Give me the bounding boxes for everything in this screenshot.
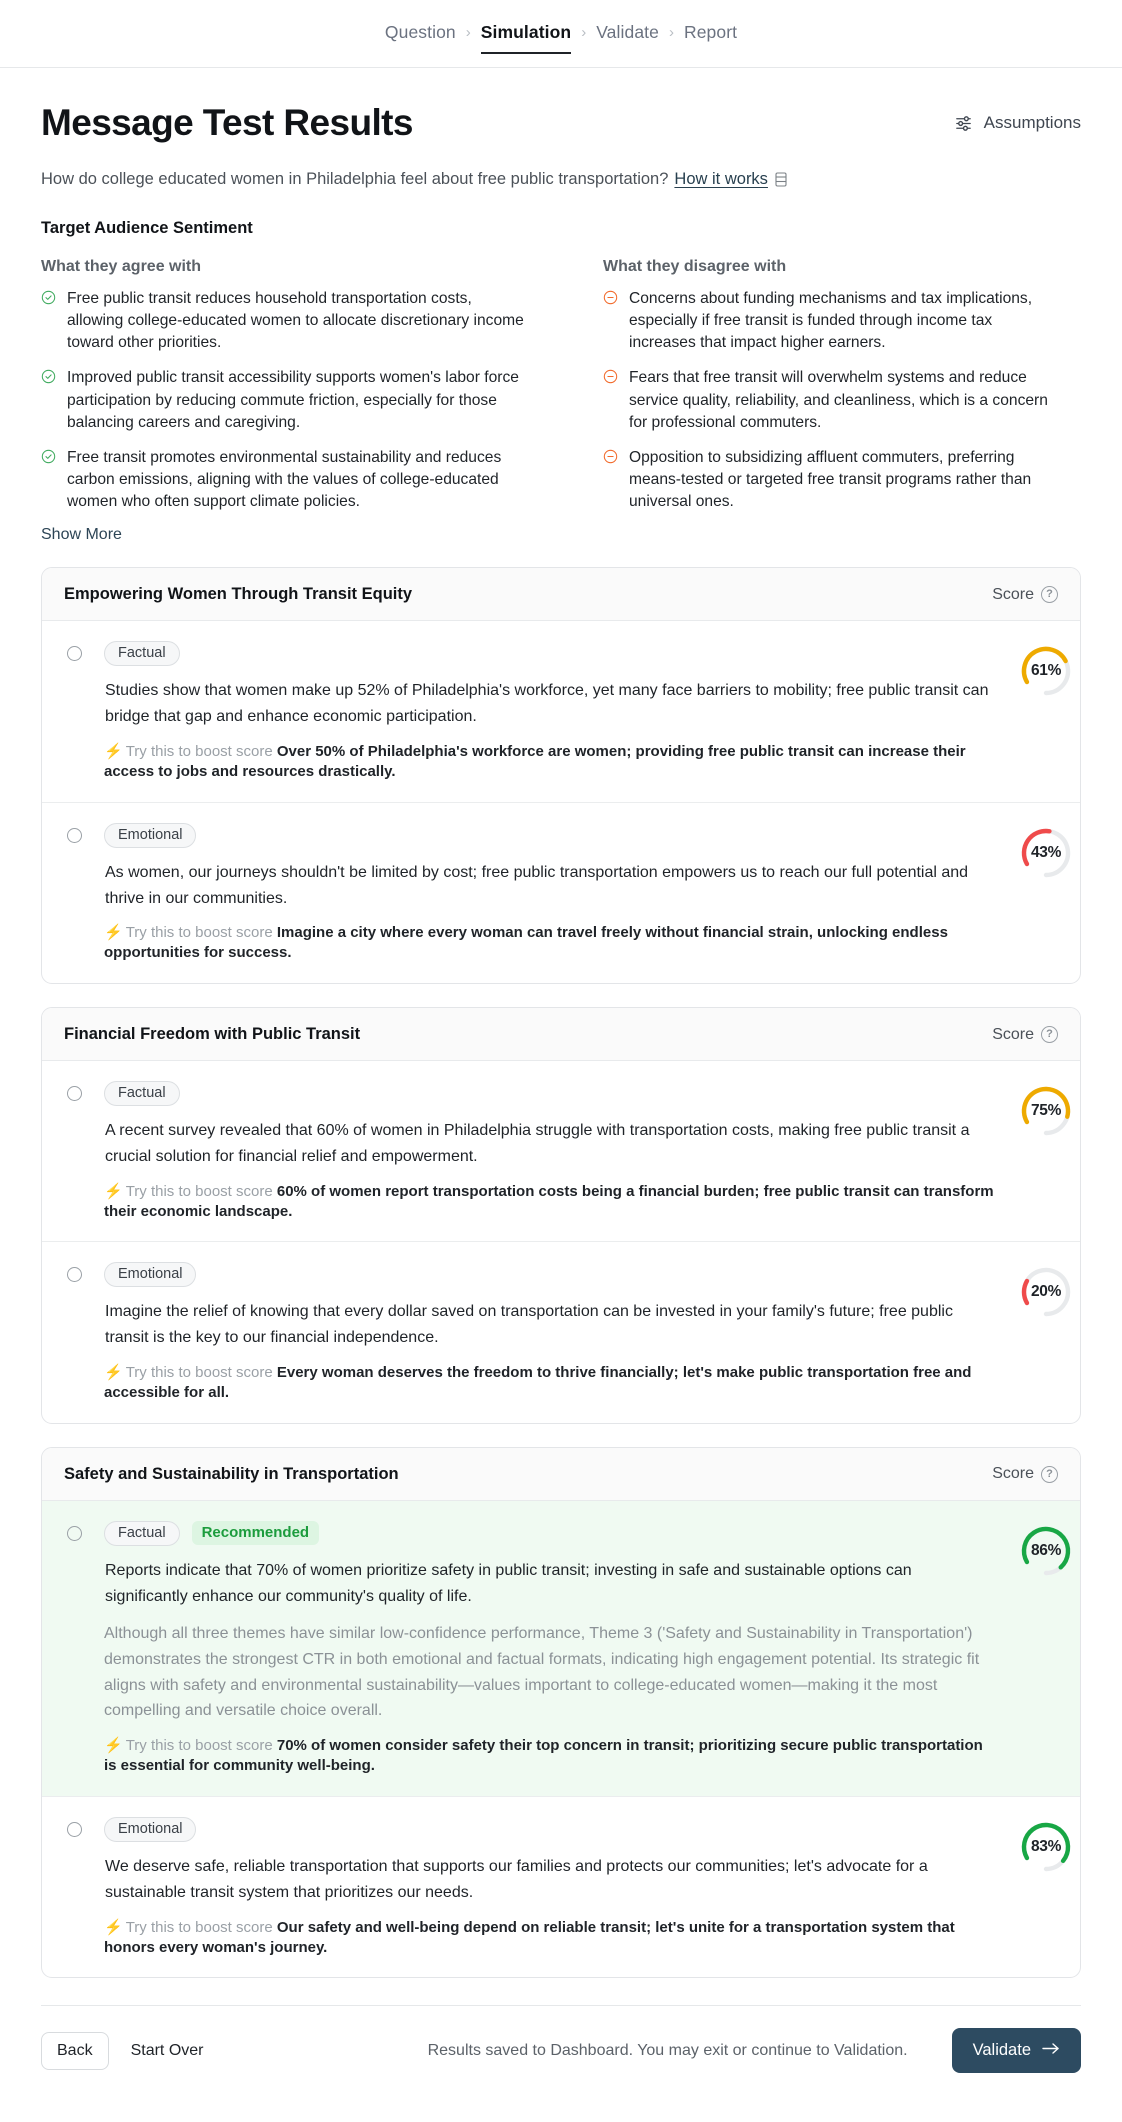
agree-item	[41, 367, 525, 433]
boost-label: Try this to boost score	[125, 1182, 273, 1200]
boost-text: 60% of women report transportation costs being a financial burden; free public transit can transform their economic landscape.	[104, 1182, 994, 1220]
message-text: Imagine the relief of knowing that every dollar saved on transportation can be invested in your family's future; free public transit is the key to our financial independence.	[105, 1303, 953, 1347]
message-text: Studies show that women make up 52% of Philadelphia's workforce, yet many face barriers to mobility; free public transit can bridge that gap and enhance economic participation.	[105, 682, 989, 726]
assumptions-label: Assumptions	[983, 113, 1081, 132]
page-content	[0, 68, 1122, 2073]
message-text: As women, our journeys shouldn't be limited by cost; free public transportation empowers us to reach our full potential and thrive in our communities.	[105, 863, 969, 907]
help-icon[interactable]: ?	[1041, 586, 1058, 603]
agree-item	[41, 447, 525, 513]
message-row[interactable]	[42, 1061, 1080, 1241]
message-select-radio[interactable]	[67, 646, 82, 661]
check-circle-icon	[41, 290, 56, 354]
score-gauge	[1018, 1083, 1074, 1139]
message-text: We deserve safe, reliable transportation that supports our families and protects our communities; let's advocate for a sustainable transit system that prioritizes our needs.	[105, 1857, 928, 1901]
score-label: Score	[992, 585, 1034, 603]
score-header	[992, 586, 1058, 604]
bolt-icon: ⚡	[104, 1737, 123, 1755]
theme-card-header	[42, 568, 1080, 621]
theme-card	[41, 567, 1081, 984]
show-more-button[interactable]: Show More	[41, 526, 122, 544]
boost-text: Every woman deserves the freedom to thrive financially; let's make public transportation free and accessible for all.	[104, 1364, 972, 1402]
agree-heading: What they agree with	[41, 258, 202, 275]
message-body	[104, 1081, 1018, 1221]
arrow-right-icon	[1042, 2041, 1060, 2060]
theme-card	[41, 1007, 1081, 1424]
help-icon[interactable]: ?	[1041, 1026, 1058, 1043]
message-select-radio[interactable]	[67, 1086, 82, 1101]
message-row[interactable]	[42, 802, 1080, 983]
score-value: 83%	[1030, 1837, 1062, 1855]
message-select-radio[interactable]	[67, 828, 82, 843]
sliders-icon	[954, 114, 973, 133]
disagree-item	[603, 367, 1061, 433]
bolt-icon: ⚡	[104, 1918, 123, 1936]
footer-bar	[41, 2005, 1081, 2073]
question-subtitle	[41, 170, 1081, 189]
minus-circle-icon	[603, 449, 618, 513]
check-circle-icon	[41, 369, 56, 433]
disagree-column	[561, 258, 1081, 544]
message-row[interactable]	[42, 1796, 1080, 1977]
minus-circle-icon	[603, 290, 618, 354]
message-badges	[104, 1817, 994, 1842]
theme-card-header	[42, 1008, 1080, 1061]
boost-label: Try this to boost score	[125, 1364, 273, 1382]
score-header	[992, 1026, 1058, 1044]
page-title: Message Test Results	[41, 102, 413, 143]
message-type-badge: Emotional	[104, 823, 196, 848]
sentiment-columns	[41, 258, 1081, 544]
title-row	[41, 68, 1081, 144]
agree-column	[41, 258, 561, 544]
score-value: 86%	[1030, 1541, 1062, 1559]
boost-suggestion	[104, 742, 994, 782]
chevron-right-icon: ›	[668, 24, 674, 41]
disagree-item-text: Fears that free transit will overwhelm systems and reduce service quality, reliability, and cleanliness, which is a concern for professional commuters.	[629, 369, 1048, 431]
disagree-item	[603, 288, 1061, 354]
boost-suggestion	[104, 1736, 994, 1776]
boost-suggestion	[104, 1182, 994, 1222]
message-select-radio[interactable]	[67, 1822, 82, 1837]
chevron-right-icon: ›	[581, 24, 587, 41]
disagree-item-text: Opposition to subsidizing affluent commuters, preferring means-tested or targeted free transit programs rather than universal ones.	[629, 448, 1032, 511]
start-over-button[interactable]: Start Over	[130, 2041, 204, 2059]
score-gauge	[1018, 643, 1074, 699]
boost-label: Try this to boost score	[125, 1737, 273, 1755]
score-label: Score	[992, 1465, 1034, 1483]
message-text: A recent survey revealed that 60% of women in Philadelphia struggle with transportation costs, making free public transit a crucial solution for financial relief and empowerment.	[105, 1122, 970, 1165]
themes-list	[41, 567, 1081, 1978]
nav-item-simulation[interactable]: Simulation	[481, 22, 571, 54]
footer-status-message: Results saved to Dashboard. You may exit or continue to Validation.	[427, 2041, 908, 2059]
disagree-item	[603, 447, 1061, 513]
message-row[interactable]	[42, 1241, 1080, 1422]
message-badges	[104, 1081, 994, 1106]
disagree-item-text: Concerns about funding mechanisms and tax implications, especially if free transit is funded through income tax increases that impact higher earners.	[629, 290, 1033, 352]
theme-title: Financial Freedom with Public Transit	[64, 1025, 361, 1044]
book-icon[interactable]	[775, 172, 787, 187]
check-circle-icon	[41, 449, 56, 513]
message-select-radio[interactable]	[67, 1526, 82, 1541]
message-text: Reports indicate that 70% of women prioritize safety in public transit; investing in safe and sustainable options can significantly enhance our community's quality of life.	[105, 1561, 912, 1605]
bolt-icon: ⚡	[104, 1182, 123, 1200]
score-value: 75%	[1030, 1102, 1062, 1120]
validate-label: Validate	[972, 2041, 1031, 2060]
score-label: Score	[992, 1025, 1034, 1043]
message-badges	[104, 641, 994, 666]
message-row[interactable]	[42, 1501, 1080, 1796]
agree-item	[41, 288, 525, 354]
boost-label: Try this to boost score	[125, 924, 273, 942]
nav-item-validate[interactable]: Validate	[596, 21, 659, 42]
validate-button[interactable]	[952, 2028, 1081, 2073]
message-type-badge: Factual	[104, 641, 180, 666]
breadcrumb-nav	[0, 0, 1122, 68]
bolt-icon: ⚡	[104, 1364, 123, 1382]
how-it-works-link[interactable]: How it works	[674, 170, 768, 188]
bolt-icon: ⚡	[104, 743, 123, 761]
score-gauge	[1018, 825, 1074, 881]
theme-card-header	[42, 1448, 1080, 1501]
help-icon[interactable]: ?	[1041, 1466, 1058, 1483]
message-body	[104, 641, 1018, 781]
boost-text: Imagine a city where every woman can travel freely without financial strain, unlocking endless opportunities for success.	[104, 924, 948, 962]
chevron-right-icon: ›	[465, 24, 471, 41]
score-gauge	[1018, 1523, 1074, 1579]
back-button[interactable]: Back	[41, 2032, 109, 2070]
theme-title: Empowering Women Through Transit Equity	[64, 585, 413, 604]
boost-text: 70% of women consider safety their top concern in transit; prioritizing secure public transportation is essential for community well-being.	[104, 1737, 983, 1775]
message-badges	[104, 1262, 994, 1287]
boost-suggestion	[104, 923, 994, 963]
recommended-badge: Recommended	[192, 1521, 320, 1545]
message-body	[104, 1262, 1018, 1402]
boost-text: Our safety and well-being depend on reliable transit; let's unite for a transportation system that honors every woman's journey.	[104, 1918, 955, 1956]
message-type-badge: Factual	[104, 1081, 180, 1106]
boost-suggestion	[104, 1918, 994, 1958]
score-header	[992, 1465, 1058, 1483]
theme-title: Safety and Sustainability in Transportation	[64, 1464, 399, 1483]
agree-item-text: Improved public transit accessibility supports women's labor force participation by reducing commute friction, especially for those balancing careers and caregiving.	[67, 369, 519, 431]
message-badges	[104, 1521, 994, 1546]
question-text: How do college educated women in Philadelphia feel about free public transportation?	[41, 170, 669, 188]
message-body	[104, 823, 1018, 963]
message-type-badge: Emotional	[104, 1817, 196, 1842]
message-type-badge: Factual	[104, 1521, 180, 1546]
boost-suggestion	[104, 1363, 994, 1403]
score-value: 43%	[1030, 843, 1062, 861]
recommendation-note: Although all three themes have similar low-confidence performance, Theme 3 ('Safety and Sustainability in Transportation') demonstrates the strongest CTR in both emotional and factual formats, indicating high engagement potential. Its strategic fit aligns with safety and environmental sustainability—values important to college-educated women—making it the most compelling and versatile choice overall.	[104, 1624, 980, 1720]
score-gauge	[1018, 1264, 1074, 1320]
minus-circle-icon	[603, 369, 618, 433]
message-body	[104, 1817, 1018, 1957]
disagree-heading: What they disagree with	[603, 258, 787, 275]
message-body	[104, 1521, 1018, 1776]
agree-item-text: Free transit promotes environmental sustainability and reduces carbon emissions, aligning with the values of college-educated women who often support climate policies.	[67, 448, 502, 511]
theme-card	[41, 1447, 1081, 1978]
bolt-icon: ⚡	[104, 924, 123, 942]
boost-text: Over 50% of Philadelphia's workforce are women; providing free public transit can increase their access to jobs and resources drastically.	[104, 743, 966, 780]
score-gauge	[1018, 1819, 1074, 1875]
score-value: 20%	[1030, 1283, 1062, 1301]
score-value: 61%	[1030, 662, 1062, 680]
assumptions-button[interactable]	[954, 113, 1081, 133]
message-select-radio[interactable]	[67, 1267, 82, 1282]
boost-label: Try this to boost score	[125, 743, 273, 761]
message-badges	[104, 823, 994, 848]
sentiment-section-title: Target Audience Sentiment	[41, 219, 253, 237]
nav-item-report[interactable]: Report	[683, 21, 738, 42]
message-type-badge: Emotional	[104, 1262, 196, 1287]
agree-item-text: Free public transit reduces household transportation costs, allowing college-educated women to allocate discretionary income toward other priorities.	[67, 290, 524, 352]
nav-item-question[interactable]: Question	[384, 21, 456, 42]
message-row[interactable]	[42, 621, 1080, 801]
boost-label: Try this to boost score	[125, 1918, 273, 1936]
